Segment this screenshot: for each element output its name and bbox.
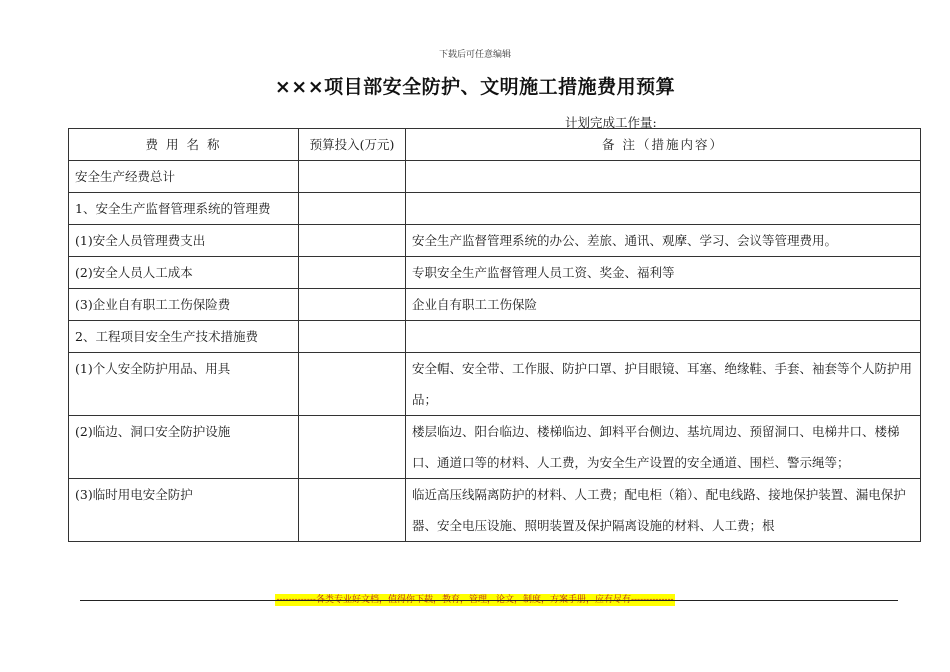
- top-note: 下载后可任意编辑: [438, 50, 511, 60]
- row-budget: [299, 479, 406, 542]
- table-row: [69, 479, 921, 542]
- row-budget: [299, 193, 406, 225]
- header-budget: 预算投入(万元): [299, 129, 406, 161]
- table-row: [69, 321, 921, 353]
- row-note: [406, 321, 921, 353]
- row-name: (1)安全人员管理费支出: [69, 225, 299, 257]
- table-row: [69, 257, 921, 289]
- row-note: 安全帽、安全带、工作服、防护口罩、护目眼镜、耳塞、绝缘鞋、手套、袖套等个人防护用品；: [406, 353, 921, 416]
- row-budget: [299, 416, 406, 479]
- table-row: [69, 353, 921, 416]
- row-budget: [299, 353, 406, 416]
- row-budget: [299, 225, 406, 257]
- row-note: 企业自有职工工伤保险: [406, 289, 921, 321]
- row-note: 临近高压线隔离防护的材料、人工费；配电柜（箱）、配电线路、接地保护装置、漏电保护器、安全电压设施、照明装置及保护隔离设施的材料、人工费；根: [406, 479, 921, 542]
- header-cost-name: 费 用 名 称: [69, 129, 299, 161]
- row-note: [406, 193, 921, 225]
- table-row: [69, 193, 921, 225]
- row-name: 1、安全生产监督管理系统的管理费: [69, 193, 299, 225]
- row-budget: [299, 161, 406, 193]
- table-header-row: [69, 129, 921, 161]
- footer-banner-text: -------------各类专业好文档，值得你下载，教育，管理，论文，制度，方案手册，应有尽有--------------: [276, 595, 674, 605]
- row-name: (2)安全人员人工成本: [69, 257, 299, 289]
- footer-divider: [80, 600, 898, 601]
- table-row: [69, 416, 921, 479]
- row-name: 安全生产经费总计: [69, 161, 299, 193]
- row-budget: [299, 321, 406, 353]
- row-name: (3)企业自有职工工伤保险费: [69, 289, 299, 321]
- header-note: 备 注（措施内容）: [406, 129, 921, 161]
- table-row: [69, 225, 921, 257]
- document-title: ×××项目部安全防护、文明施工措施费用预算: [274, 76, 676, 98]
- row-budget: [299, 257, 406, 289]
- row-name: (3)临时用电安全防护: [69, 479, 299, 542]
- row-name: (2)临边、洞口安全防护设施: [69, 416, 299, 479]
- table-row: [69, 161, 921, 193]
- row-name: (1)个人安全防护用品、用具: [69, 353, 299, 416]
- row-budget: [299, 289, 406, 321]
- row-note: 专职安全生产监督管理人员工资、奖金、福利等: [406, 257, 921, 289]
- row-note: [406, 161, 921, 193]
- row-note: 楼层临边、阳台临边、楼梯临边、卸料平台侧边、基坑周边、预留洞口、电梯井口、楼梯口、通道口等的材料、人工费，为安全生产设置的安全通道、围栏、警示绳等；: [406, 416, 921, 479]
- plan-label: 计划完成工作量:: [565, 115, 657, 130]
- table-row: [69, 289, 921, 321]
- budget-table: [68, 128, 921, 542]
- row-note: 安全生产监督管理系统的办公、差旅、通讯、观摩、学习、会议等管理费用。: [406, 225, 921, 257]
- row-name: 2、工程项目安全生产技术措施费: [69, 321, 299, 353]
- footer-banner: [0, 587, 950, 606]
